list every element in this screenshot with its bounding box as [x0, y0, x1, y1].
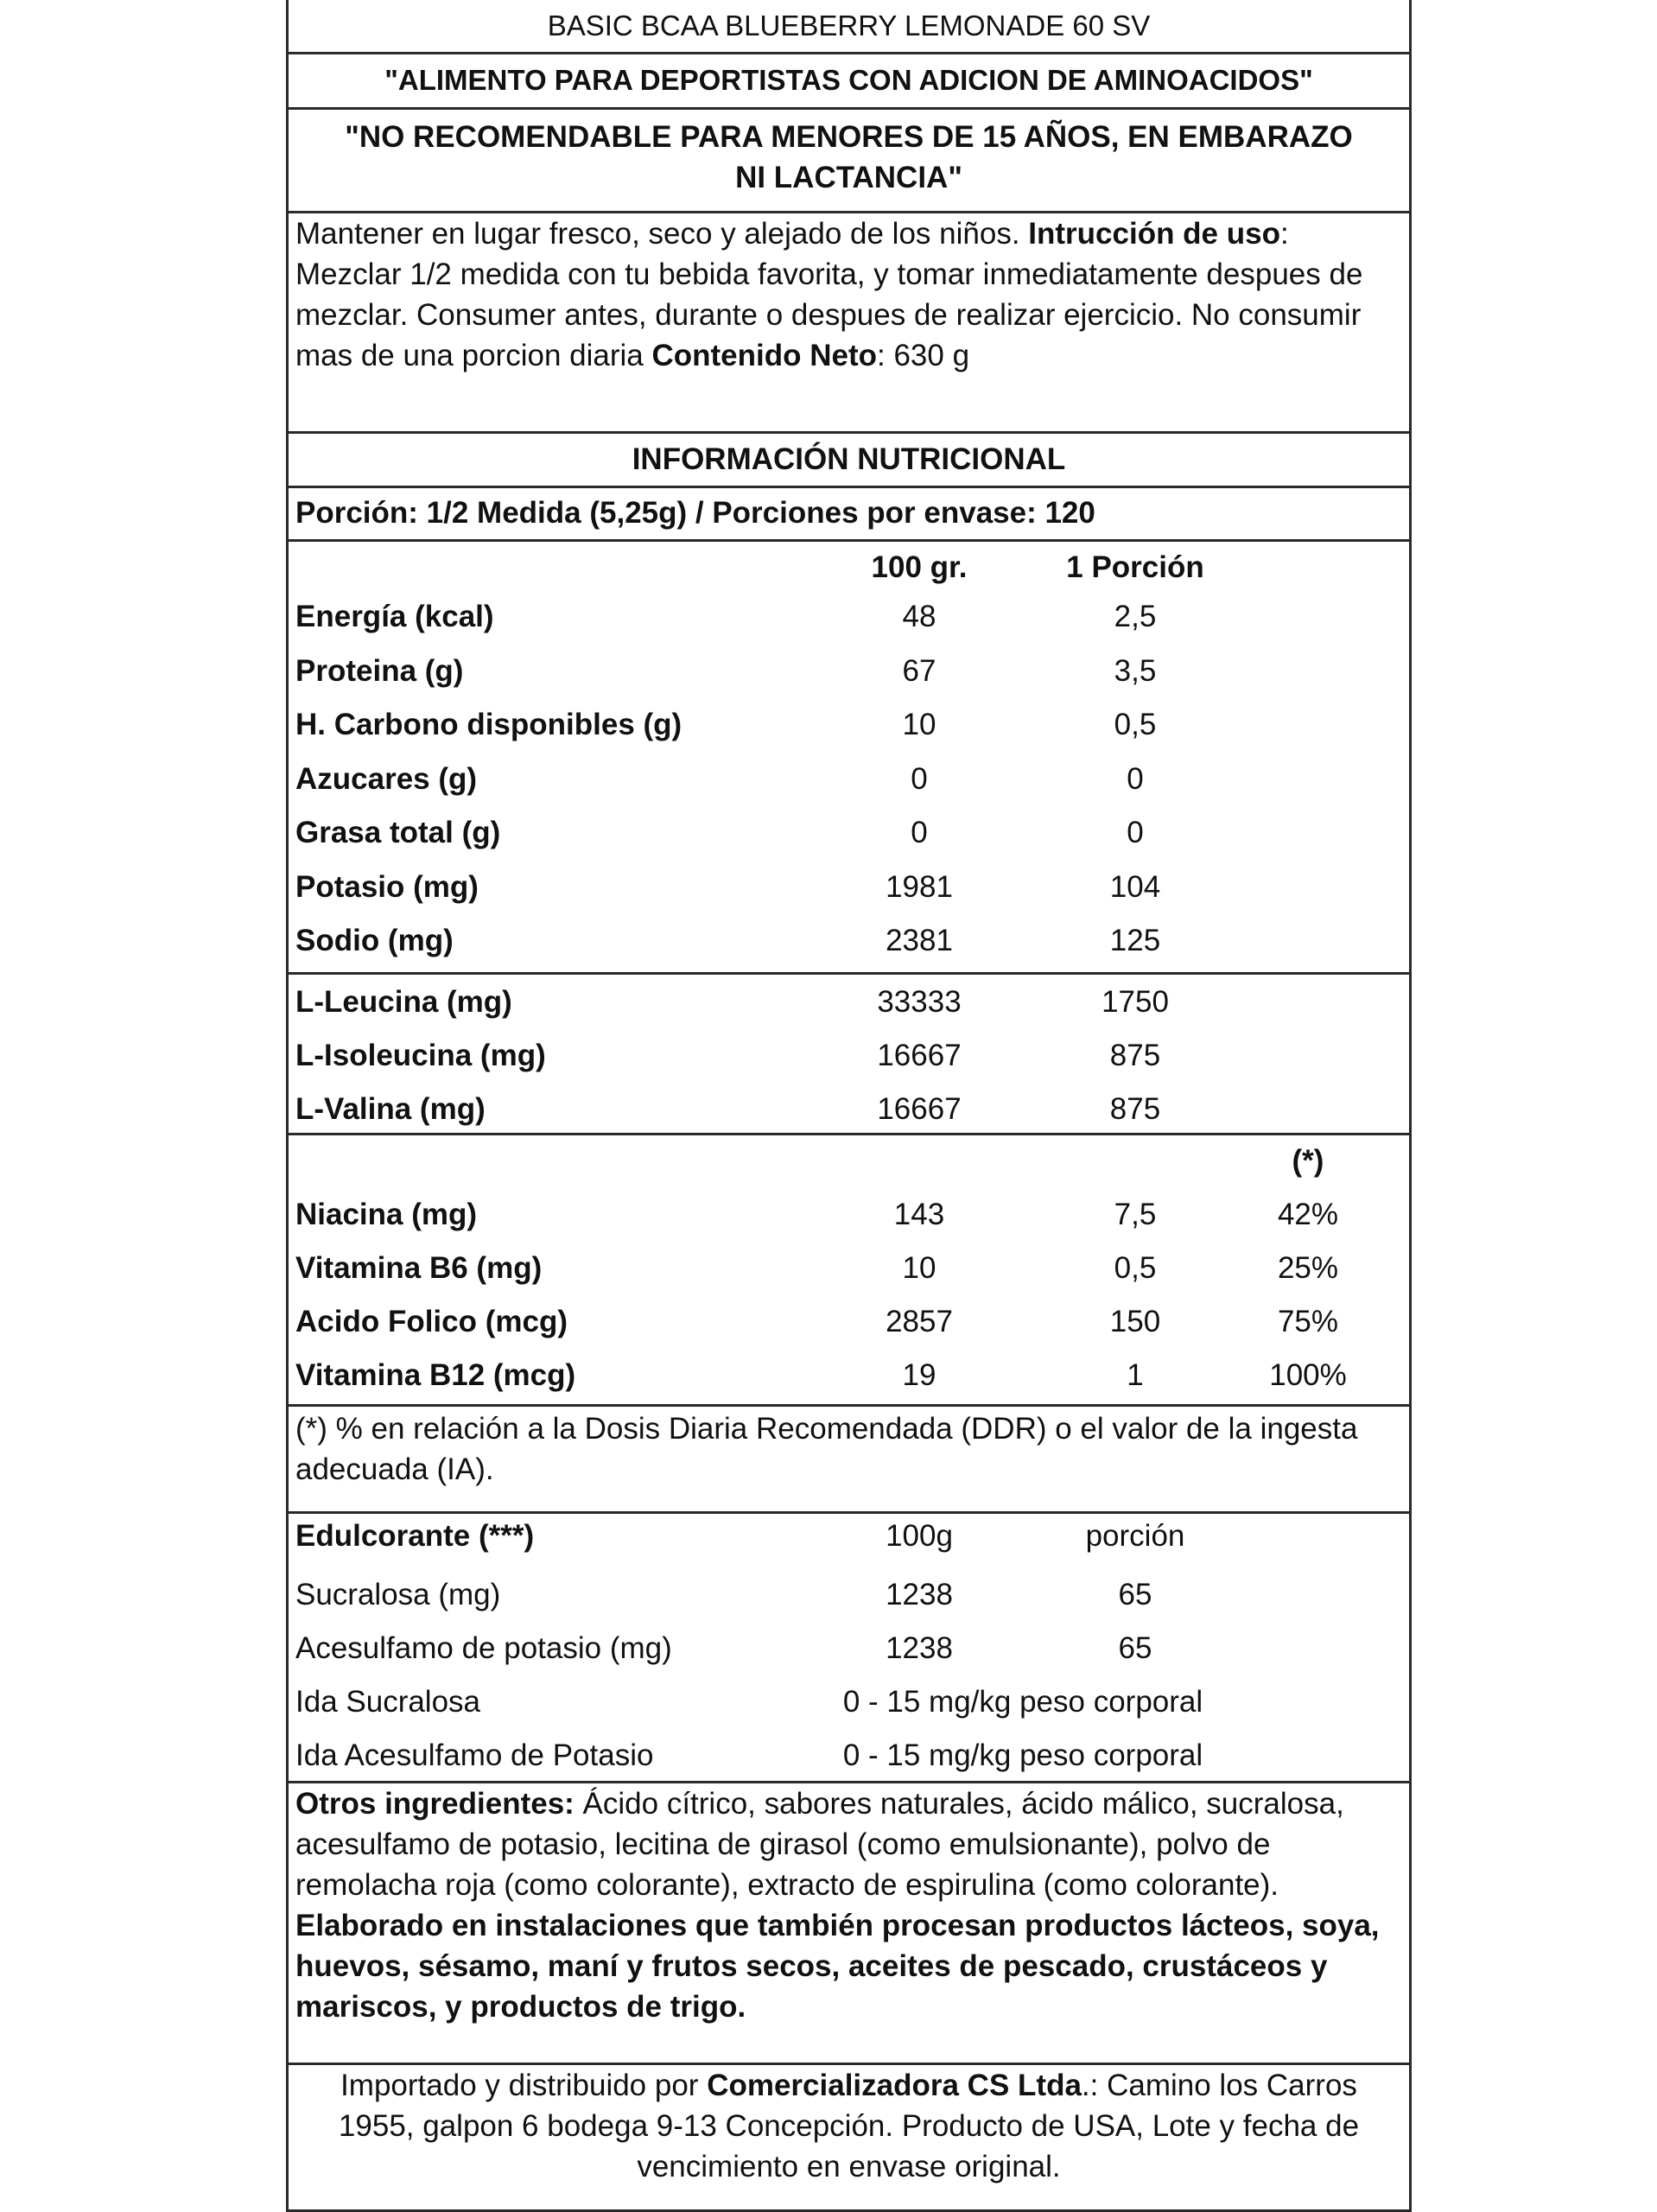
vitamin-row: [289, 1348, 1409, 1402]
ingredients-text: Ácido cítrico, sabores naturales, ácido málico, sucralosa, acesulfamo de potasio, lecitina de girasol (como emulsionante), polvo de remolacha roja (como colorante), extracto de espirulina (como colorante).: [295, 1787, 1344, 1902]
ddr-header: (*): [1292, 1144, 1324, 1178]
column-headers: [289, 542, 1409, 595]
value-100g: 0: [911, 816, 928, 849]
serving-size: Porción: 1/2 Medida (5,25g) / Porciones por envase: 120: [289, 488, 1409, 542]
nutrient-row: [289, 589, 1409, 643]
sweetener-column-portion: porción: [1085, 1519, 1185, 1553]
importer-company: Comercializadora CS Ltda: [707, 2069, 1082, 2102]
vitamin-row: [289, 1294, 1409, 1348]
nutrient-row: [289, 752, 1409, 805]
value-100g: 16667: [877, 1039, 962, 1072]
amino-row: [289, 1028, 1409, 1082]
value-portion: 104: [1109, 869, 1161, 904]
ddr-footnote: (*) % en relación a la Dosis Diaria Recomendada (DDR) o el valor de la ingesta adecuada (IA).: [289, 1407, 1409, 1514]
value-100g: 33333: [877, 985, 962, 1019]
usage-instruction-text: : Mezclar 1/2 medida con tu bebida favorita, y tomar inmediatamente despues de mezclar. Consumer antes, durante o despues de realizar ejercicio. No consumir mas de una porcion diaria: [295, 217, 1363, 372]
value-ddr: 42%: [1277, 1198, 1339, 1231]
ida-row: [289, 1675, 1409, 1728]
nutrient-row: [289, 913, 1409, 967]
value-portion: 2,5: [1114, 600, 1157, 633]
value-portion: 1: [1127, 1358, 1144, 1392]
ida-label: Ida Sucralosa: [295, 1685, 481, 1719]
usage-intro: Mantener en lugar fresco, seco y alejado de los niños.: [295, 217, 1029, 251]
column-portion: 1 Porción: [1066, 550, 1204, 584]
nutrient-label: Energía (kcal): [295, 600, 494, 633]
nutrient-label: Grasa total (g): [295, 816, 501, 849]
amino-label: L-Valina (mg): [295, 1092, 486, 1126]
sweetener-header: [289, 1514, 1409, 1567]
importer-prefix: Importado y distribuido por: [340, 2069, 708, 2102]
value-portion: 875: [1109, 1092, 1161, 1126]
ingredients-label: Otros ingredientes:: [295, 1787, 575, 1821]
nutrient-label: Potasio (mg): [295, 869, 479, 904]
vitamins-section: [289, 1135, 1409, 1407]
nutrients-section: [289, 542, 1409, 975]
value-100g: 16667: [877, 1092, 962, 1126]
value-ddr: 100%: [1269, 1358, 1347, 1392]
sweetener-row: [289, 1567, 1409, 1621]
usage-instruction-label: Intrucción de uso: [1028, 217, 1280, 251]
sweetener-label: Sucralosa (mg): [295, 1578, 501, 1611]
amino-row: [289, 1082, 1409, 1135]
ingredients-section: [289, 1783, 1409, 2065]
value-portion: 0: [1127, 761, 1144, 796]
usage-section: [289, 213, 1409, 434]
amino-label: L-Isoleucina (mg): [295, 1039, 546, 1072]
value-100g: 2381: [886, 924, 953, 957]
ddr-header-row: [289, 1135, 1409, 1189]
value-portion: 0,5: [1114, 708, 1157, 741]
product-title: BASIC BCAA BLUEBERRY LEMONADE 60 SV: [289, 0, 1409, 54]
sweetener-row: [289, 1621, 1409, 1675]
column-100g: 100 gr.: [871, 550, 968, 584]
value-portion: 0: [1127, 816, 1144, 849]
sweetener-section: [289, 1514, 1409, 1783]
value-ddr: 75%: [1277, 1305, 1339, 1338]
sweetener-label: Acesulfamo de potasio (mg): [295, 1631, 672, 1665]
vitamin-label: Vitamina B12 (mcg): [295, 1358, 576, 1392]
amino-section: [289, 975, 1409, 1135]
value-portion: 125: [1109, 924, 1161, 957]
importer-text: .: Camino los Carros 1955, galpon 6 bodega 9-13 Concepción. Producto de USA, Lote y fecha de vencimiento en envase original.: [338, 2069, 1360, 2183]
nutrient-row: [289, 644, 1409, 697]
value-portion: 7,5: [1114, 1198, 1157, 1231]
nutrient-label: Azucares (g): [295, 761, 478, 796]
net-content-label: Contenido Neto: [651, 339, 877, 372]
net-content-value: : 630 g: [877, 339, 970, 372]
value-portion: 65: [1118, 1578, 1152, 1611]
nutrient-label: Proteina (g): [295, 653, 464, 688]
vitamin-row: [289, 1187, 1409, 1241]
sweetener-title: Edulcorante (***): [295, 1519, 535, 1553]
vitamin-row: [289, 1241, 1409, 1294]
value-100g: 67: [902, 653, 936, 688]
value-100g: 1238: [886, 1631, 953, 1665]
vitamin-label: Niacina (mg): [295, 1198, 478, 1231]
amino-row: [289, 975, 1409, 1028]
value-100g: 143: [893, 1198, 945, 1231]
warning-text: "NO RECOMENDABLE PARA MENORES DE 15 AÑOS, EN EMBARAZO NI LACTANCIA": [289, 110, 1409, 213]
vitamin-label: Vitamina B6 (mg): [295, 1251, 543, 1285]
value-portion: 875: [1109, 1039, 1161, 1072]
value-portion: 0,5: [1114, 1251, 1157, 1285]
value-100g: 10: [902, 708, 936, 741]
amino-label: L-Leucina (mg): [295, 985, 512, 1019]
nutrition-label: [286, 0, 1412, 2212]
nutrient-row: [289, 805, 1409, 859]
value-portion: 65: [1118, 1631, 1152, 1665]
nutrient-label: H. Carbono disponibles (g): [295, 708, 682, 741]
value-100g: 1981: [886, 869, 953, 904]
ida-label: Ida Acesulfamo de Potasio: [295, 1738, 654, 1772]
value-100g: 1238: [886, 1578, 953, 1611]
ida-row: [289, 1728, 1409, 1782]
value-100g: 48: [902, 600, 936, 633]
value-portion: 150: [1109, 1305, 1161, 1338]
nutrient-label: Sodio (mg): [295, 924, 454, 957]
sweetener-column-100g: 100g: [886, 1519, 953, 1553]
value-100g: 0: [911, 761, 928, 796]
product-category: "ALIMENTO PARA DEPORTISTAS CON ADICION DE AMINOACIDOS": [289, 54, 1409, 110]
ida-value: 0 - 15 mg/kg peso corporal: [842, 1685, 1203, 1719]
nutrition-title: INFORMACIÓN NUTRICIONAL: [289, 434, 1409, 488]
value-ddr: 25%: [1277, 1251, 1339, 1285]
allergen-statement: Elaborado en instalaciones que también procesan productos lácteos, soya, huevos, sésamo, maní y frutos secos, aceites de pescado, crustáceos y mariscos, y productos de trigo.: [295, 1909, 1380, 2024]
value-portion: 1750: [1101, 985, 1169, 1019]
value-100g: 19: [902, 1358, 936, 1392]
ida-value: 0 - 15 mg/kg peso corporal: [842, 1738, 1203, 1772]
value-100g: 2857: [886, 1305, 953, 1338]
value-100g: 10: [902, 1251, 936, 1285]
importer-section: [289, 2065, 1409, 2212]
value-portion: 3,5: [1114, 653, 1157, 688]
nutrient-row: [289, 697, 1409, 751]
nutrient-row: [289, 860, 1409, 913]
vitamin-label: Acido Folico (mcg): [295, 1305, 568, 1338]
